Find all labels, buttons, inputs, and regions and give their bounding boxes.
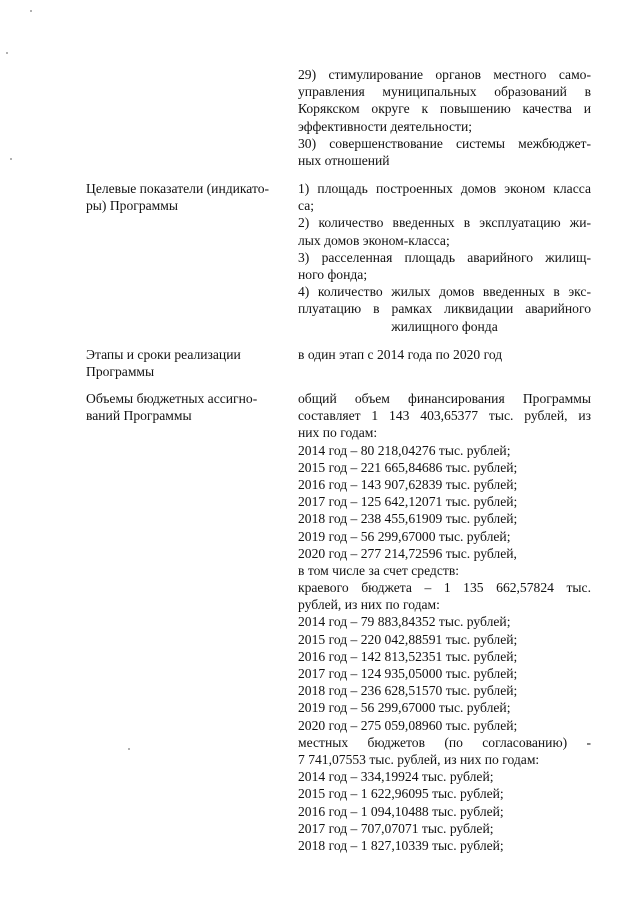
target-item: 4) количество жилых домов введенных в экс- [298,284,591,300]
local-year-line: 2015 год – 1 622,96095 тыс. рублей; [298,786,504,802]
item29-line: Корякском округе к повышению качества и [298,101,591,117]
targets-label-line: ры) Программы [86,198,179,214]
local-year-line: 2018 год – 1 827,10339 тыс. рублей; [298,837,504,853]
budget-intro-line: составляет 1 143 403,65377 тыс. рублей, из [298,408,591,424]
budget-label-line: ваний Программы [86,408,192,424]
budget-label-line: Объемы бюджетных ассигно- [86,391,258,406]
targets-label [86,180,292,214]
scan-speck [30,10,32,12]
scan-speck [6,52,8,54]
target-item: 3) расселенная площадь аварийного жилищ- [298,249,591,265]
total-year-line: 2017 год – 125 642,12071 тыс. рублей; [298,494,518,510]
total-year-line: 2014 год – 80 218,04276 тыс. рублей; [298,442,511,458]
local-year-line: 2014 год – 334,19924 тыс. рублей; [298,769,494,785]
item29-line: управления муниципальных образований в [298,84,591,100]
total-year-line: 2018 год – 238 455,61909 тыс. рублей; [298,511,518,527]
stages-label-line: Программы [86,364,155,380]
local-year-line: 2017 год – 707,07071 тыс. рублей; [298,820,494,836]
local-year-line: 2016 год – 1 094,10488 тыс. рублей; [298,803,504,819]
total-year-line: 2019 год – 56 299,67000 тыс. рублей; [298,528,511,544]
stages-label [86,346,292,380]
stages-value [298,346,591,363]
targets-value [298,180,591,335]
budget-intro-line: них по годам: [298,425,378,441]
target-item: лых домов эконом-класса; [298,232,450,248]
scan-speck [128,748,130,750]
scan-speck [10,158,12,160]
stages-text: в один этап с 2014 года по 2020 год [298,347,503,362]
target-item: 2) количество введенных в эксплуатацию жи- [298,215,591,231]
regional-year-line: 2018 год – 236 628,51570 тыс. рублей; [298,683,518,699]
target-item: ного фонда; [298,266,368,282]
regional-year-line: 2020 год – 275 059,08960 тыс. рублей; [298,717,518,733]
regional-year-line: 2014 год – 79 883,84352 тыс. рублей; [298,614,511,630]
targets-label-line: Целевые показатели (индикато- [86,181,270,196]
budget-intro-line: общий объем финансирования Программы [298,391,591,406]
regional-year-line: 2019 год – 56 299,67000 тыс. рублей; [298,700,511,716]
regional-intro-line: краевого бюджета – 1 135 662,57824 тыс. [298,580,591,596]
item29-line: эффективности деятельности; [298,118,473,134]
regional-intro-line: рублей, из них по годам: [298,597,440,613]
local-intro-line: местных бюджетов (по согласованию) - [298,734,591,750]
target-item: са; [298,198,315,214]
stages-label-line: Этапы и сроки реализации [86,347,241,362]
item30-line: ных отношений [298,152,390,168]
total-year-line: 2016 год – 143 907,62839 тыс. рублей; [298,476,518,492]
target-item: жилищного фонда [391,318,498,334]
regional-year-line: 2016 год – 142 813,52351 тыс. рублей; [298,648,518,664]
local-intro-line: 7 741,07553 тыс. рублей, из них по годам: [298,751,540,767]
budget-label [86,390,292,424]
target-item: 1) площадь построенных домов эконом класса [298,181,591,196]
including-line: в том числе за счет средств: [298,562,460,578]
total-year-line: 2015 год – 221 665,84686 тыс. рублей; [298,459,518,475]
budget-value [298,390,591,854]
item30-line: 30) совершенствование системы межбюджет- [298,135,591,151]
regional-year-line: 2015 год – 220 042,88591 тыс. рублей; [298,631,518,647]
total-year-line: 2020 год – 277 214,72596 тыс. рублей, [298,545,517,561]
item29-line: 29) стимулирование органов местного само- [298,67,591,82]
target-item: плуатацию в рамках ликвидации аварийного [298,301,591,317]
regional-year-line: 2017 год – 124 935,05000 тыс. рублей; [298,666,518,681]
continuation-value [298,66,591,169]
